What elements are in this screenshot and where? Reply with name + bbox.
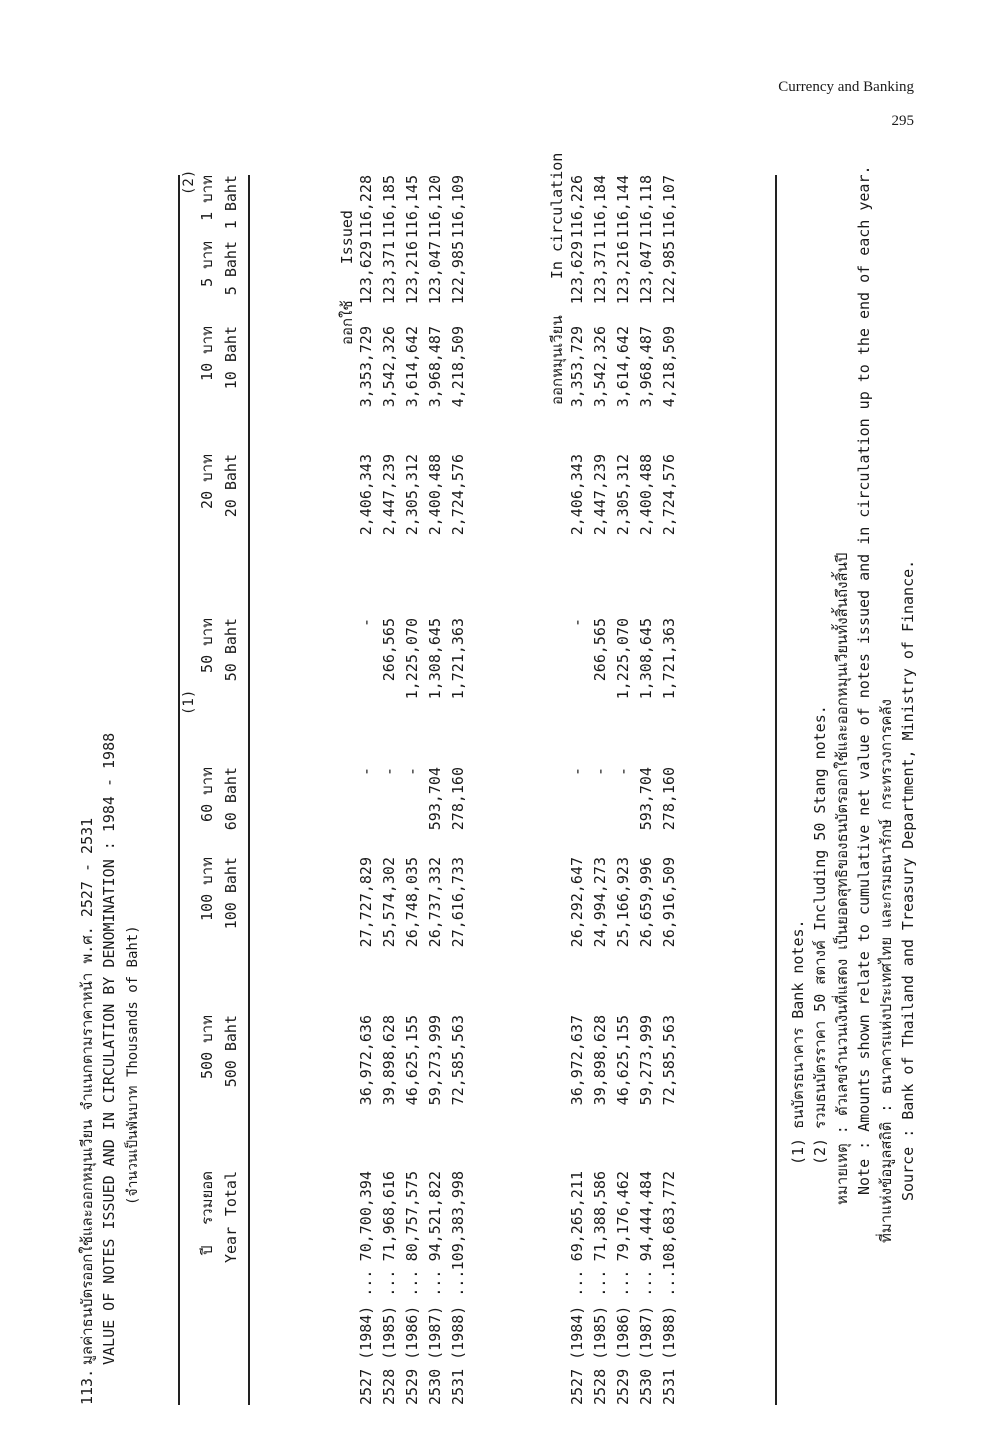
column-header-thai: 5 บาท [198,241,216,287]
source-english: Source : Bank of Thailand and Treasury Department, Ministry of Finance. [899,559,917,1201]
table-cell: 123,047 [637,241,655,305]
column-header-english: 50 Baht [222,618,240,682]
table-cell: 94,521,822 [426,1171,444,1262]
table-cell: 24,994,273 [591,857,609,948]
table-cell: 80,757,575 [403,1171,421,1262]
row-year: 2527 (1984) ... [568,1269,586,1405]
table-cell: 70,700,394 [357,1171,375,1262]
table-cell: - [380,767,398,777]
year-header-english: Year [222,1226,240,1263]
table-cell: 94,444,484 [637,1171,655,1262]
running-header: Currency and Banking [778,79,914,95]
table-cell: 39,898,628 [591,1015,609,1106]
footnote-1: (1) ธนบัตรธนาคาร Bank notes. [789,919,807,1165]
table-cell: 116,228 [357,175,375,239]
table-cell: - [403,767,421,777]
table-cell: 3,353,729 [357,326,375,408]
table-cell: 116,107 [660,175,678,239]
row-year: 2528 (1985) ... [380,1269,398,1405]
table-cell: 26,916,509 [660,857,678,948]
table-cell: 122,985 [660,241,678,305]
column-header-english: 5 Baht [222,241,240,296]
section-circulation-label: ออกหมุนเวียน In circulation [548,152,566,405]
table-cell: 4,218,509 [449,326,467,408]
table-cell: - [357,618,375,628]
column-header-thai: 20 บาท [198,454,216,509]
footnote-2: (2) รวมธนบัตรราคา 50 สตางค์ Including 50 Stang notes. [811,705,829,1165]
table-cell: 72,585,563 [660,1015,678,1106]
table-cell: 26,659,996 [637,857,655,948]
table-cell: 116,120 [426,175,444,239]
table-cell: 593,704 [426,767,444,831]
table-cell: - [568,767,586,777]
table-title-thai: มูลค่าธนบัตรออกใช้และออกหมุนเวียน จำแนกตามราคาหน้า พ.ศ. 2527 - 2531 [78,817,96,1365]
rotated-table-page [60,152,930,1405]
table-cell: 69,265,211 [568,1171,586,1262]
table-cell: 116,145 [403,175,421,239]
page-number: 295 [891,113,914,129]
column-header-thai: 10 บาท [198,326,216,381]
column-header-thai: 60 บาท [198,767,216,822]
table-cell: 3,614,642 [403,326,421,408]
table-cell: 1,721,363 [449,618,467,700]
table-cell: 116,118 [637,175,655,239]
table-cell: 266,565 [380,618,398,682]
table-cell: 2,447,239 [591,454,609,536]
note-english: Note : Amounts shown relate to cumulative net value of notes issued and in circulation up to the end of each year. [855,165,873,1195]
table-cell: 1,308,645 [426,618,444,700]
table-cell: 123,371 [380,241,398,305]
table-cell: 39,898,628 [380,1015,398,1106]
table-cell: 122,985 [449,241,467,305]
table-cell: 59,273,999 [426,1015,444,1106]
table-cell: 2,406,343 [357,454,375,536]
table-cell: 123,216 [614,241,632,305]
table-cell: 26,748,035 [403,857,421,948]
rule-header-bottom [248,175,250,1405]
table-cell: 3,968,487 [637,326,655,408]
table-cell: 278,160 [660,767,678,831]
table-cell: 123,629 [568,241,586,305]
table-cell: 123,371 [591,241,609,305]
table-cell: - [591,767,609,777]
table-cell: 1,225,070 [614,618,632,700]
table-number: 113. [78,1368,96,1405]
footnote-marker-1: (1) [181,689,197,715]
row-year: 2531 (1988) ... [449,1269,467,1405]
table-cell: 1,225,070 [403,618,421,700]
source-thai: ที่มาแห่งข้อมูลสถิติ : ธนาคารแห่งประเทศไทย และกรมธนารักษ์ กระทรวงการคลัง [877,699,895,1243]
table-cell: 71,968,616 [380,1171,398,1262]
table-cell: 116,109 [449,175,467,239]
table-cell: 2,724,576 [449,454,467,536]
column-header-thai: 100 บาท [198,857,216,921]
table-cell: 25,574,302 [380,857,398,948]
column-header-thai: 1 บาท [198,175,216,221]
table-title-english: VALUE OF NOTES ISSUED AND IN CIRCULATION BY DENOMINATION : 1984 - 1988 [100,732,118,1365]
table-cell: 72,585,563 [449,1015,467,1106]
table-cell: 116,226 [568,175,586,239]
column-header-thai: 500 บาท [198,1015,216,1079]
column-header-thai: รวมยอด [198,1171,216,1225]
table-cell: 3,542,326 [380,326,398,408]
column-header-english: 1 Baht [222,175,240,230]
table-cell: 26,292,647 [568,857,586,948]
table-cell: - [614,767,632,777]
rule-bottom [775,175,777,1405]
table-cell: 1,721,363 [660,618,678,700]
table-cell: 116,184 [591,175,609,239]
table-cell: 123,047 [426,241,444,305]
table-cell: 2,305,312 [614,454,632,536]
column-header-thai: 50 บาท [198,618,216,673]
table-cell: - [357,767,375,777]
row-year: 2527 (1984) ... [357,1269,375,1405]
table-cell: 109,383,998 [449,1171,467,1271]
table-cell: 2,447,239 [380,454,398,536]
table-cell: 25,166,923 [614,857,632,948]
table-cell: - [568,618,586,628]
table-cell: 4,218,509 [660,326,678,408]
table-cell: 27,727,829 [357,857,375,948]
table-cell: 46,625,155 [614,1015,632,1106]
note-thai: หมายเหตุ : ตัวเลขจำนวนเงินที่แสดง เป็นยอดสุทธิของธนบัตรออกใช้และออกหมุนเวียนทั้งสิ้นถึงสิ้นปี [833,552,851,1205]
table-unit: (จำนวนเป็นพันบาท Thousands of Baht) [125,925,141,1205]
table-cell: 1,308,645 [637,618,655,700]
table-cell: 278,160 [449,767,467,831]
table-cell: 27,616,733 [449,857,467,948]
column-header-english: 60 Baht [222,767,240,831]
table-cell: 46,625,155 [403,1015,421,1106]
table-cell: 123,216 [403,241,421,305]
table-cell: 266,565 [591,618,609,682]
row-year: 2530 (1987) ... [426,1269,444,1405]
table-cell: 2,400,488 [426,454,444,536]
table-cell: 2,406,343 [568,454,586,536]
table-cell: 108,683,772 [660,1171,678,1271]
row-year: 2529 (1986) ... [403,1269,421,1405]
column-header-english: 10 Baht [222,326,240,390]
row-year: 2529 (1986) ... [614,1269,632,1405]
table-cell: 2,305,312 [403,454,421,536]
footnote-marker-2: (2) [181,169,197,195]
table-cell: 71,388,586 [591,1171,609,1262]
table-cell: 36,972,636 [357,1015,375,1106]
rule-top [178,175,180,1405]
table-cell: 123,629 [357,241,375,305]
table-cell: 116,185 [380,175,398,239]
table-cell: 593,704 [637,767,655,831]
table-cell: 2,724,576 [660,454,678,536]
year-header-thai: ปี [198,1245,216,1255]
table-cell: 3,614,642 [614,326,632,408]
row-year: 2528 (1985) ... [591,1269,609,1405]
table-cell: 26,737,332 [426,857,444,948]
table-cell: 79,176,462 [614,1171,632,1262]
table-cell: 3,353,729 [568,326,586,408]
table-cell: 36,972,637 [568,1015,586,1106]
table-cell: 59,273,999 [637,1015,655,1106]
table-cell: 2,400,488 [637,454,655,536]
table-cell: 116,144 [614,175,632,239]
column-header-english: 20 Baht [222,454,240,518]
table-cell: 3,542,326 [591,326,609,408]
table-cell: 3,968,487 [426,326,444,408]
column-header-english: Total [222,1171,240,1217]
row-year: 2530 (1987) ... [637,1269,655,1405]
column-header-english: 100 Baht [222,857,240,930]
row-year: 2531 (1988) ... [660,1269,678,1405]
column-header-english: 500 Baht [222,1015,240,1088]
section-issued-label: ออกใช้ Issued [338,210,356,345]
